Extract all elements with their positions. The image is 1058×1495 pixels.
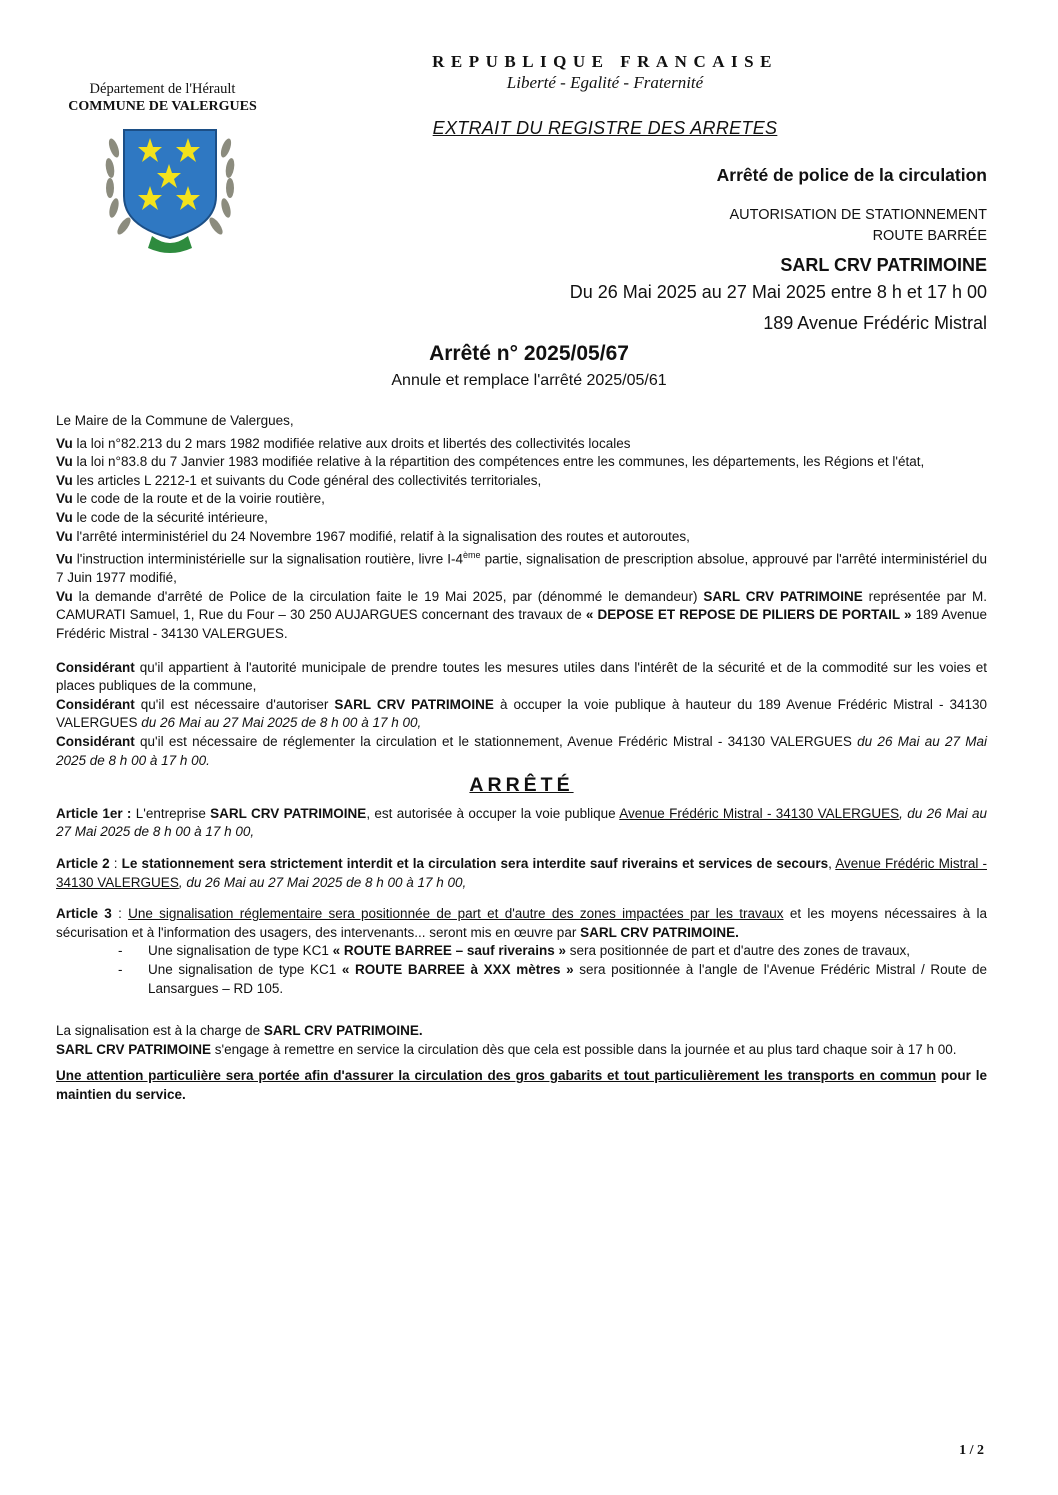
vu-5: Vu le code de la sécurité intérieure, — [56, 509, 268, 525]
devise: Liberté - Egalité - Fraternité — [506, 73, 704, 92]
societe-label: SARL CRV PATRIMOINE — [780, 255, 987, 275]
bullet-kc1-distance: - Une signalisation de type KC1 « ROUTE BARREE à XXX mètres » sera positionnée à l'angle de l'Avenue Frédéric Mistral / Route de Lansargues – RD 105. — [118, 961, 987, 996]
arrete-heading: ARRÊTÉ — [469, 774, 574, 797]
attention-note: Une attention particulière sera portée afin d'assurer la circulation des gros gabarits et tout particulièrement les transports en commun pour le maintien du service. — [56, 1068, 987, 1102]
considerant-1: Considérant qu'il appartient à l'autorité municipale de prendre toutes les mesures utiles dans l'intérêt de la sécurité et de la commodité sur les voies et places publiques de la commune, — [56, 659, 987, 694]
adresse-label: 189 Avenue Frédéric Mistral — [763, 313, 987, 333]
route-barree-label: ROUTE BARRÉE — [872, 228, 987, 244]
commune-label: COMMUNE DE VALERGUES — [68, 99, 257, 114]
vu-8: Vu la demande d'arrêté de Police de la circulation faite le 19 Mai 2025, par (dénommé le demandeur) SARL CRV PATRIMOINE représentée par M. CAMURATI Samuel, 1, Rue du Four – 30 250 AUJARGUES concernant des travaux de « DEPOSE ET REPOSE DE PILIERS DE PORTAIL » 189 Avenue Frédéric Mistral - 34130 VALERGUES. — [56, 588, 988, 642]
article-3: Article 3 : Une signalisation réglementaire sera positionnée de part et d'autre des zones impactées par les travaux et les moyens nécessaires à la sécurisation et à l'information des usagers, des intervenants... seront mis en œuvre par SARL CRV PATRIMOINE. — [56, 906, 987, 940]
departement-label: Département de l'Hérault — [89, 81, 236, 97]
vu-7: Vu l'instruction interministérielle sur la signalisation routière, livre I-4ème partie, signalisation de prescription absolue, approuvé par l'arrêté interministériel du 7 Juin 1977 modifié, — [56, 550, 987, 586]
vu-4: Vu le code de la route et de la voirie routière, — [56, 491, 325, 507]
arrete-number: Arrêté n° 2025/05/67 — [429, 342, 629, 365]
article-2: Article 2 : Le stationnement sera strictement interdit et la circulation sera interdite sauf riverains et services de secours, Avenue Frédéric Mistral - 34130 VALERGUES, du 26 Mai au 27 Mai 2025 de 8 h 00 à 17 h 00, — [56, 855, 987, 890]
signalisation-charge: La signalisation est à la charge de SARL CRV PATRIMOINE. — [56, 1023, 423, 1039]
shield — [124, 130, 216, 238]
engagement: SARL CRV PATRIMOINE s'engage à remettre en service la circulation dès que cela est possible dans la journée et au plus tard chaque soir à 17 h 00. — [56, 1041, 957, 1057]
vu-3: Vu les articles L 2212-1 et suivants du Code général des collectivités territoriales, — [56, 472, 542, 488]
police-title: Arrêté de police de la circulation — [716, 165, 987, 185]
maire-line: Le Maire de la Commune de Valergues, — [56, 413, 294, 428]
page-number: 1 / 2 — [959, 1443, 984, 1458]
annule-label: Annule et remplace l'arrêté 2025/05/61 — [391, 372, 667, 389]
republique-title: REPUBLIQUE FRANCAISE — [432, 52, 778, 71]
bullet-kc1-riverains: - Une signalisation de type KC1 « ROUTE BARREE – sauf riverains » sera positionnée de part et d'autre des zones de travaux, — [118, 943, 911, 959]
commune-header — [20, 80, 305, 116]
vu-6: Vu l'arrêté interministériel du 24 Novembre 1967 modifié, relatif à la signalisation des routes et autoroutes, — [56, 528, 690, 544]
dates-label: Du 26 Mai 2025 au 27 Mai 2025 entre 8 h et 17 h 00 — [569, 282, 987, 302]
article-1: Article 1er : L'entreprise SARL CRV PATRIMOINE, est autorisée à occuper la voie publique Avenue Frédéric Mistral - 34130 VALERGUES, du 26 Mai au 27 Mai 2025 de 8 h 00 à 17 h 00, — [56, 805, 987, 840]
vu-1: Vu la loi n°82.213 du 2 mars 1982 modifiée relative aux droits et libertés des collectivités locales — [56, 435, 631, 451]
considerant-3: Considérant qu'il est nécessaire de réglementer la circulation et le stationnement, Avenue Frédéric Mistral - 34130 VALERGUES du 26 Mai au 27 Mai 2025 de 8 h 00 à 17 h 00. — [56, 734, 987, 768]
considerant-2: Considérant qu'il est nécessaire d'autoriser SARL CRV PATRIMOINE à occuper la voie publique à hauteur du 189 Avenue Frédéric Mistral - 34130 VALERGUES du 26 Mai au 27 Mai 2025 de 8 h 00 à 17 h 00, — [56, 696, 988, 731]
extrait-title: EXTRAIT DU REGISTRE DES ARRETES — [432, 118, 778, 138]
commune-crest — [100, 126, 240, 256]
autorisation-label: AUTORISATION DE STATIONNEMENT — [729, 207, 987, 223]
document-body — [56, 412, 987, 1105]
vu-2: Vu la loi n°83.8 du 7 Janvier 1983 modifiée relative à la répartition des compétences entre les communes, les départements, les Régions et l'état, — [56, 454, 925, 470]
